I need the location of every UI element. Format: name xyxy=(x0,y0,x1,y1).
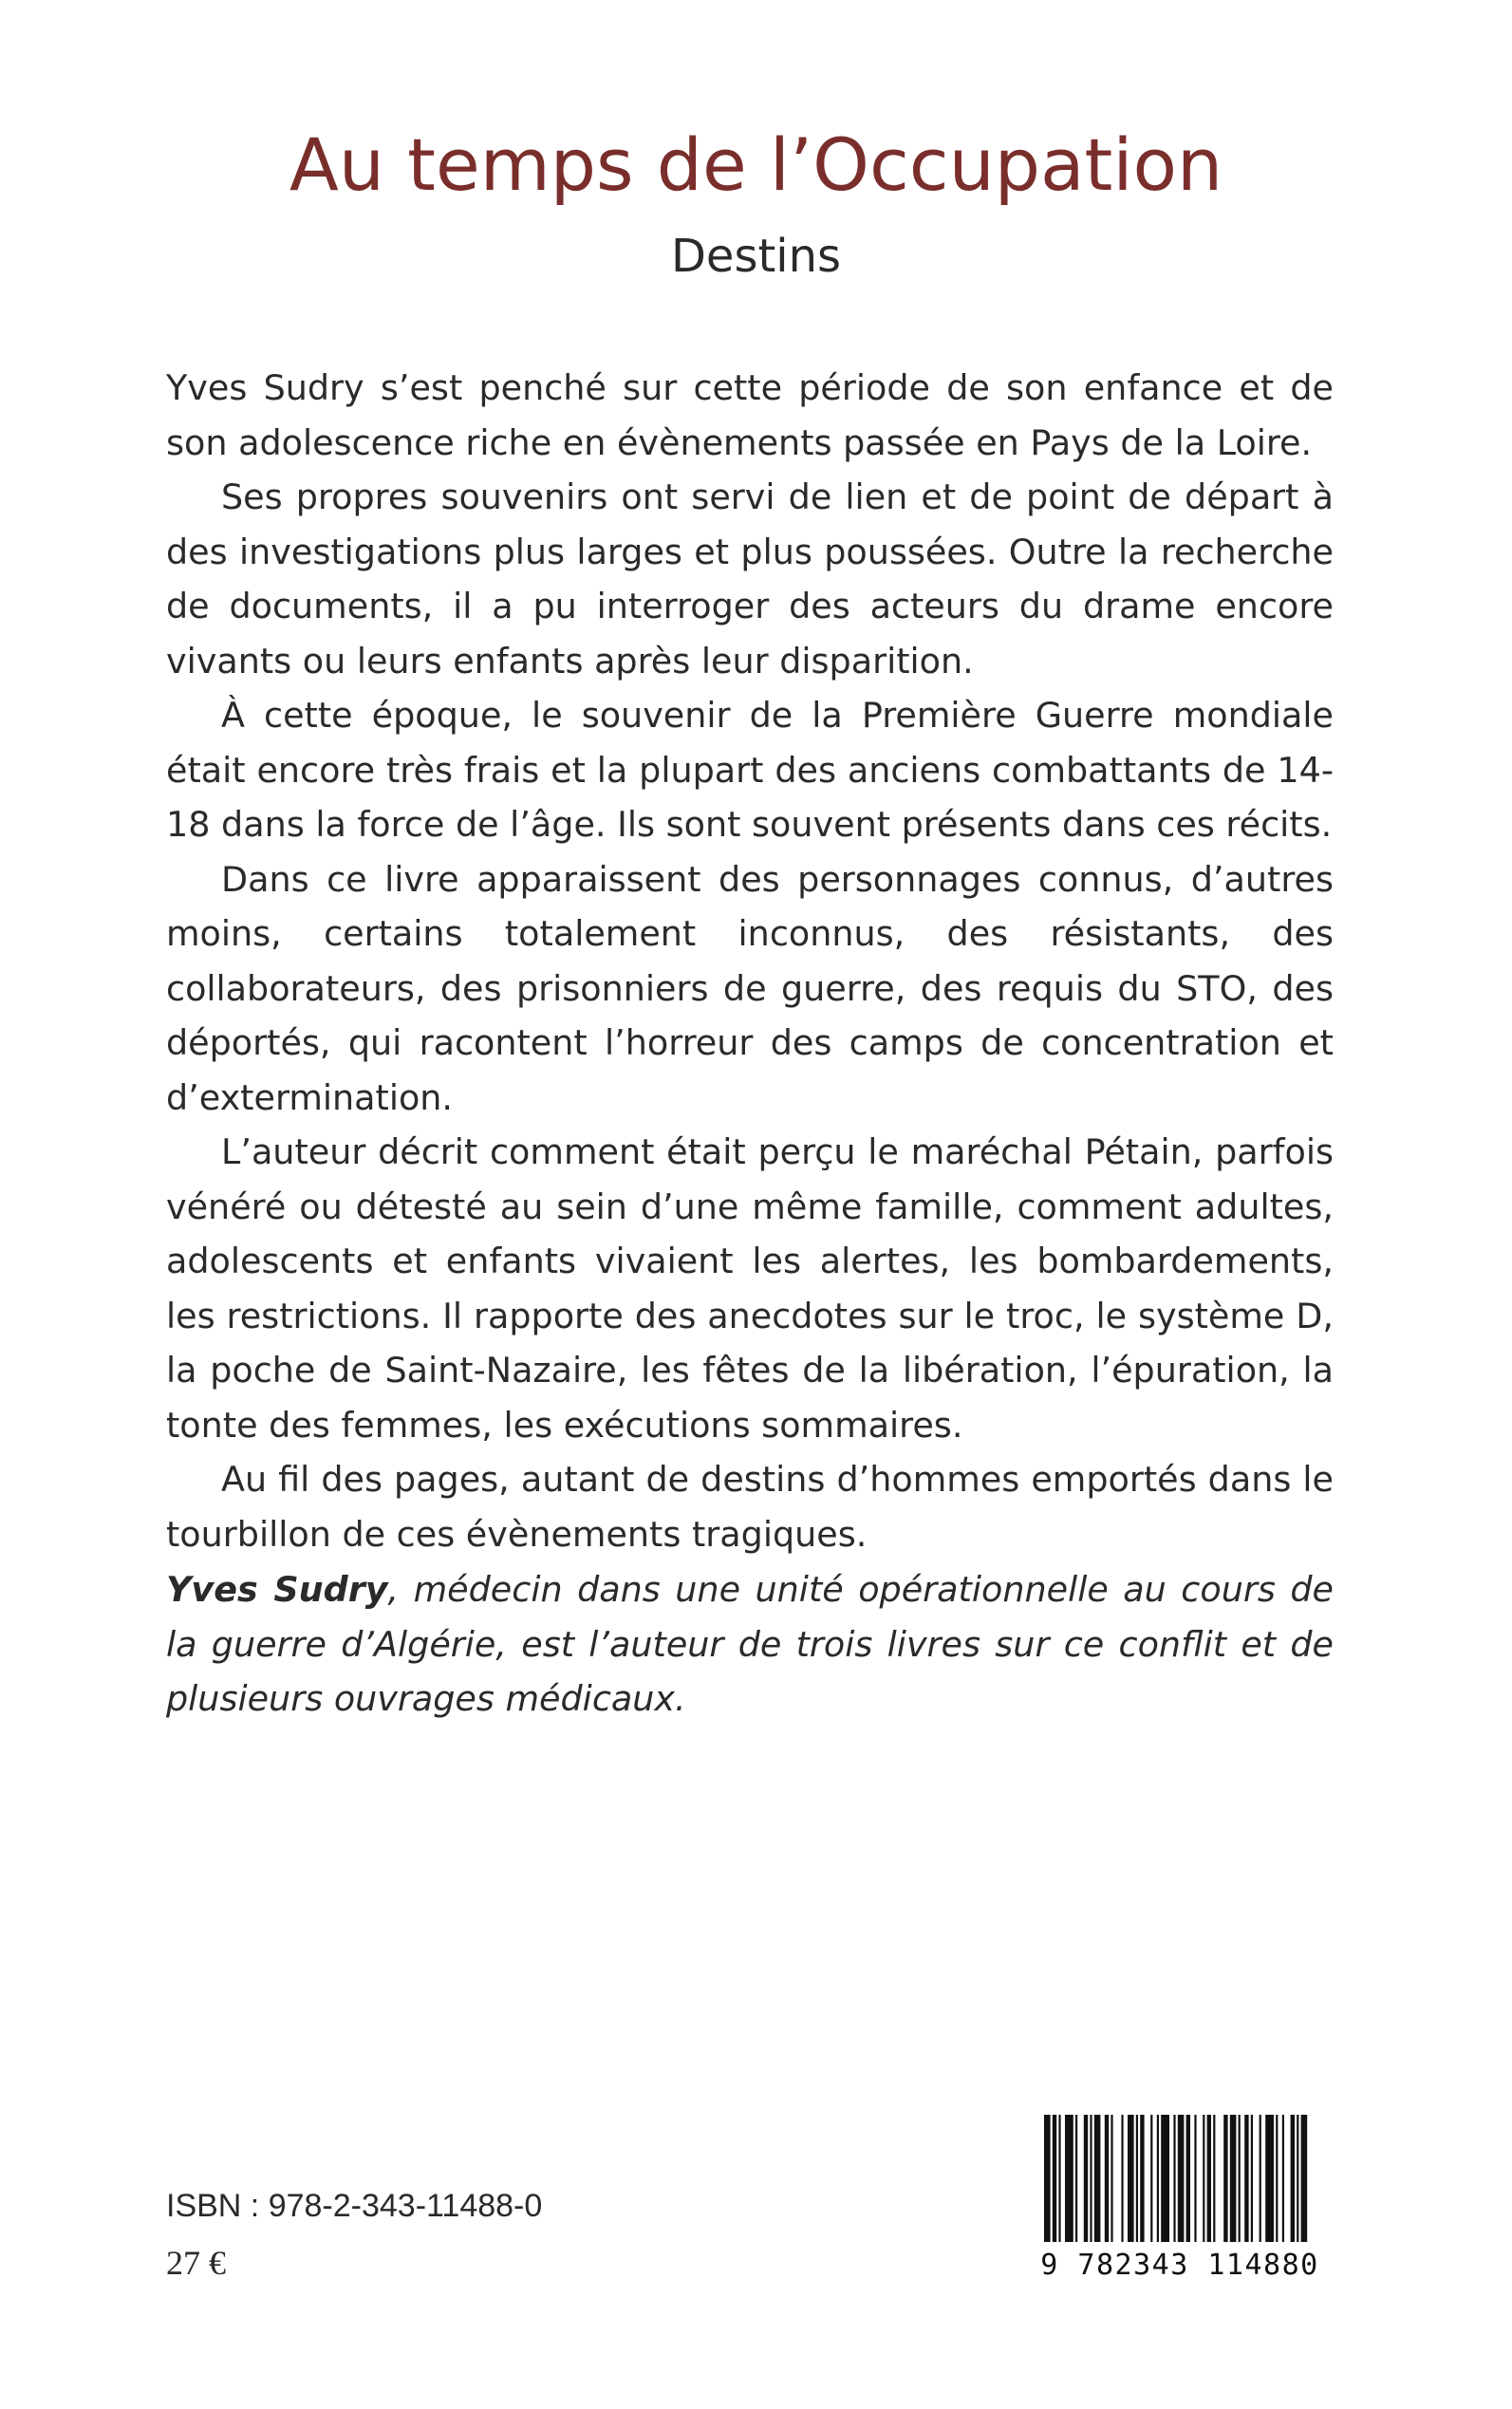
blurb-paragraph: Ses propres souvenirs ont servi de lien et de point de départ à des investigations plus larges et plus poussées. Outre la recherche de documents, il a pu interroger des acteurs du drame encore vivants ou leurs enfants après leur disparition. xyxy=(166,476,1334,682)
book-subtitle: Destins xyxy=(670,230,842,283)
blurb-paragraph: Au fil des pages, autant de destins d’hommes emportés dans le tourbillon de ces évènements tragiques. xyxy=(166,1459,1334,1555)
blurb-paragraph: À cette époque, le souvenir de la Première Guerre mondiale était encore très frais et la plupart des anciens combattants de 14-18 dans la force de l’âge. Ils sont souvent présents dans ces récits. xyxy=(166,695,1334,845)
author-bio xyxy=(166,1562,1334,1727)
author-name: Yves Sudry xyxy=(166,1569,388,1610)
blurb-paragraph: L’auteur décrit comment était perçu le maréchal Pétain, parfois vénéré ou détesté au sein d’une même famille, comment adultes, adolescents et enfants vivaient les alertes, les bombardements, les restrictions. Il rapporte des anecdotes sur le troc, le système D, la poche de Saint-Nazaire, les fêtes de la libération, l’épuration, la tonte des femmes, les exécutions sommaires. xyxy=(166,1131,1334,1446)
isbn: ISBN : 978-2-343-11488-0 xyxy=(166,2188,543,2224)
blurb-paragraph: Yves Sudry s’est penché sur cette période de son enfance et de son adolescence riche en évènements passée en Pays de la Loire. xyxy=(166,367,1334,463)
price: 27 € xyxy=(166,2244,226,2282)
book-title: Au temps de l’Occupation xyxy=(289,122,1223,207)
blurb xyxy=(166,361,1334,1561)
barcode-digits: 9 782343 114880 xyxy=(1033,2242,1327,2289)
author-bio-text: , médecin dans une unité opérationnelle au cours de la guerre d’Algérie, est l’auteur de trois livres sur ce conflit et de plusieurs ouvrages médicaux. xyxy=(166,1569,1334,1719)
blurb-paragraph: Dans ce livre apparaissent des personnages connus, d’autres moins, certains totalement inconnus, des résistants, des collaborateurs, des prisonniers de guerre, des requis du STO, des déportés, qui racontent l’horreur des camps de concentration et d’extermination. xyxy=(166,858,1334,1118)
